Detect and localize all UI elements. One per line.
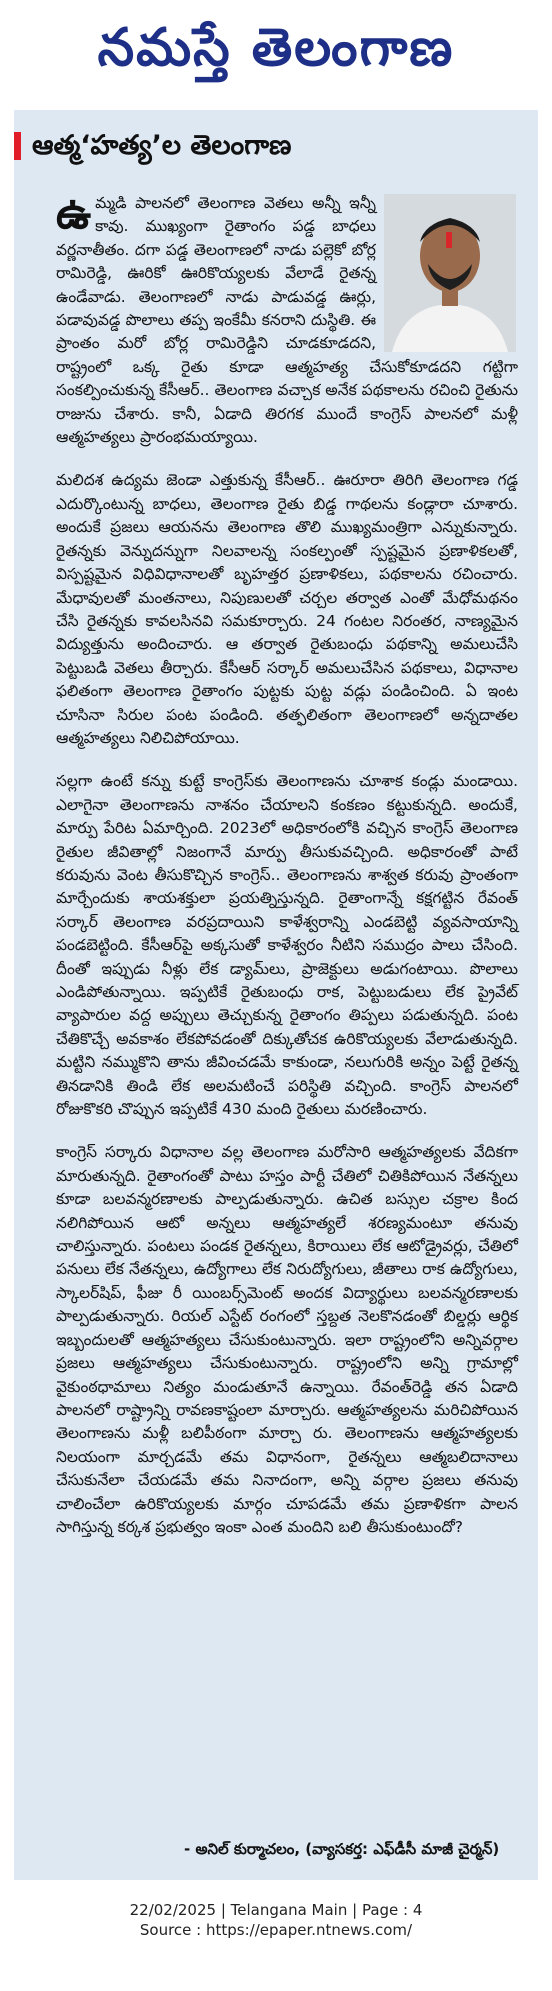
article-body — [56, 188, 518, 1559]
paragraph: కాంగ్రెస్ సర్కారు విధానాల వల్ల తెలంగాణ మరోసారి ఆత్మహత్యలకు వేదికగా మారుతున్నది. రైతాంగంతో పాటు హస్తం పార్టీ చేతిలో చితికిపోయిన నేతన్నలు కూడా బలవన్మరణాలకు పాల్పడుతున్నారు. ఉచిత బస్సుల చక్రాల కింద నలిగిపోయిన ఆటో అన్నలు ఆత్మహత్యలే శరణ్యమంటూ తనువు చాలిస్తున్నారు. పంటలు పండక రైతన్నలు, కిరాయిలు లేక ఆటోడ్రైవర్లు, చేతిలో పనులు లేక నేతన్నలు, ఉద్యోగాలు లేక నిరుద్యోగులు, జీతాలు రాక ఉద్యోగులు, స్కాలర్‌షిప్, ఫీజు రీ యింబర్స్‌మెంట్ అందక విద్యార్థులు బలవన్మరణాలకు పాల్పడుతున్నారు. రియల్ ఎస్టేట్ రంగంలో స్తబ్దత నెలకొనడంతో బిల్డర్లు ఆర్థిక ఇబ్బందులతో ఆత్మహత్యలు చేసుకుంటున్నారు. ఇలా రాష్ట్రంలోని అన్నివర్గాల ప్రజలు ఆత్మహత్యలు చేసుకుంటున్నారు. రాష్ట్రంలోని అన్ని గ్రామాల్లో వైకుంఠధామాలు నిత్యం మండుతూనే ఉన్నాయి. రేవంత్‌రెడ్డి తన ఏడాది పాలనలో రాష్ట్రాన్ని రావణకాష్టంలా మార్చారు. ఆత్మహత్యలను మరిచిపోయిన తెలంగాణను మళ్లీ బలిపీఠంగా మార్చా రు. తెలంగాణను ఆత్మహత్యలకు నిలయంగా మార్చడమే తమ విధానంగా, రైతన్నలు ఆత్మబలిదానాలు చేసుకునేలా చేయడమే తమ నినాదంగా, అన్ని వర్గాల ప్రజలు తనువు చాలించేలా ఉరికొయ్యలకు మార్గం చూపడమే తమ ప్రణాళికగా పాలన సాగిస్తున్న కర్కశ ప్రభుత్వం ఇంకా ఎంత మందిని బలి తీసుకుంటుందో? — [56, 1143, 518, 1536]
article-panel — [14, 110, 538, 1880]
article-title: ఆత్మ‘హత్య’ల తెలంగాణ — [32, 130, 292, 161]
source-link[interactable]: Source : https://epaper.ntnews.com/ — [139, 1921, 413, 1939]
article-header — [14, 130, 538, 166]
newspaper-logo: నమస్తే తెలంగాణ — [97, 17, 455, 78]
paragraph: సల్లగా ఉంటే కన్ను కుట్టే కాంగ్రెస్‌కు తెలంగాణను చూశాక కండ్లు మండాయి. ఎలాగైనా తెలంగాణను నాశనం చేయాలని కంకణం కట్టుకున్నది. అందుకే, మార్పు పేరిట ఏమార్చింది. 2023లో అధికారంలోకి వచ్చిన కాంగ్రెస్ తెలంగాణ రైతుల జీవితాల్లో నిజంగానే మార్పు తీసుకువచ్చింది. అధికారంతో పాటే కరువును వెంట తీసుకొచ్చిన కాంగ్రెస్.. తెలంగాణను శాశ్వత కరువు ప్రాంతంగా మార్చేందుకు శాయశక్తులా ప్రయత్నిస్తున్నది. రైతాంగాన్నే కక్షగట్టిన రేవంత్ సర్కార్ తెలంగాణ వరప్రదాయిని కాళేశ్వరాన్ని ఎండబెట్టి వ్యవసాయాన్ని పండబెట్టింది. కేసీఆర్‌పై అక్కసుతో కాళేశ్వరం నీటిని సముద్రం పాలు చేసింది. దీంతో ఇప్పుడు నీళ్లు లేక డ్యామ్‌లు, ప్రాజెక్టులు అడుగంటాయి. పొలాలు ఎండిపోతున్నాయి. ఇప్పటికే రైతుబంధు రాక, పెట్టుబడులు లేక ప్రైవేట్ వ్యాపారుల వద్ద అప్పులు తెచ్చుకున్న రైతాంగం తిప్పలు పడుతున్నది. పంట చేతికొచ్చే అవకాశం లేకపోవడంతో దిక్కుతోచక ఉరికొయ్యలకు వేలాడుతున్నది. మట్టిని నమ్ముకొని తాను జీవించడమే కాకుండా, నలుగురికి అన్నం పెట్టే రైతన్న తినడానికి తిండి లేక అలమటించే పరిస్థితి వచ్చింది. కాంగ్రెస్ పాలనలో రోజుకొకరి చొప్పున ఇప్పటికే 430 మంది రైతులు మరణించారు. — [56, 772, 518, 1119]
paragraph-text: మ్మడి పాలనలో తెలంగాణ వెతలు అన్నీ ఇన్నీ కావు. ముఖ్యంగా రైతాంగం పడ్డ బాధలు వర్ణనాతీతం. దగా పడ్డ తెలంగాణలో నాడు పల్లెకో బోర్ల రామిరెడ్డి, ఊరికో ఊరికొయ్యలకు వేలాడే రైతన్న ఉండేవాడు. తెలంగాణలో నాడు పాడువడ్డ ఊర్లు, పడావువడ్డ పొలాలు తప్ప ఇంకేమీ కనరాని దుస్థితి. ఈ ప్రాంతం మరో బోర్ల రామిరెడ్డిని చూడకూడదని, రాష్ట్రంలో ఒక్క రైతు కూడా ఆత్మహత్య చేసుకోకూడదని గట్టిగా సంకల్పించుకున్న కేసీఆర్.. తెలంగాణ వచ్చాక అనేక పథకాలను రచించి రైతును రాజును చేశారు. కానీ, ఏడాది తిరగక ముందే కాంగ్రెస్ పాలనలో మళ్లీ ఆత్మహత్యలు ప్రారంభమయ్యాయి. — [56, 194, 518, 447]
page-footer — [0, 1900, 552, 1940]
headline-accent-bar — [14, 132, 21, 160]
edition-info: 22/02/2025 | Telangana Main | Page : 4 — [129, 1901, 423, 1919]
masthead — [0, 0, 552, 100]
photo-spacer — [376, 192, 518, 350]
paragraph: మలిదశ ఉద్యమ జెండా ఎత్తుకున్న కేసీఆర్.. ఊరూరా తిరిగి తెలంగాణ గడ్డ ఎదుర్కొంటున్న బాధలు, తెలంగాణ రైతు బిడ్డ గాథలను కండ్లారా చూశారు. అందుకే ప్రజలు ఆయనను తెలంగాణ తొలి ముఖ్యమంత్రిగా ఎన్నుకున్నారు. రైతన్నకు వెన్నుదన్నుగా నిలవాలన్న సంకల్పంతో స్పష్టమైన ప్రణాళికలతో, విస్పష్టమైన విధివిధానాలతో బృహత్తర ప్రణాళికలు, పథకాలను రచించారు. మేధావులతో మంతనాలు, నిపుణులతో చర్చల తర్వాత ఎంతో మేధోమథనం చేసి రైతన్నకు కావలసినవి సమకూర్చారు. 24 గంటల నిరంతర, నాణ్యమైన విద్యుత్తును అందించారు. ఆ తర్వాత రైతుబంధు పథకాన్ని అమలుచేసి పెట్టుబడి వెతలు తీర్చారు. కేసీఆర్ సర్కార్ అమలుచేసిన పథకాలు, విధానాల ఫలితంగా తెలంగాణ రైతాంగం పుట్టకు పుట్ట వడ్లు పండించింది. ఏ ఇంట చూసినా సిరుల పంట పండింది. తత్ఫలితంగా తెలంగాణలో అన్నదాతల ఆత్మహత్యలు నిలిచిపోయాయి. — [56, 471, 518, 747]
author-signature: - అనిల్ కుర్మాచలం, (వ్యాసకర్త: ఎఫ్‌డీసీ మాజీ చైర్మన్) — [184, 1840, 500, 1858]
paragraph — [56, 188, 518, 449]
drop-cap: ఉ — [56, 188, 92, 239]
